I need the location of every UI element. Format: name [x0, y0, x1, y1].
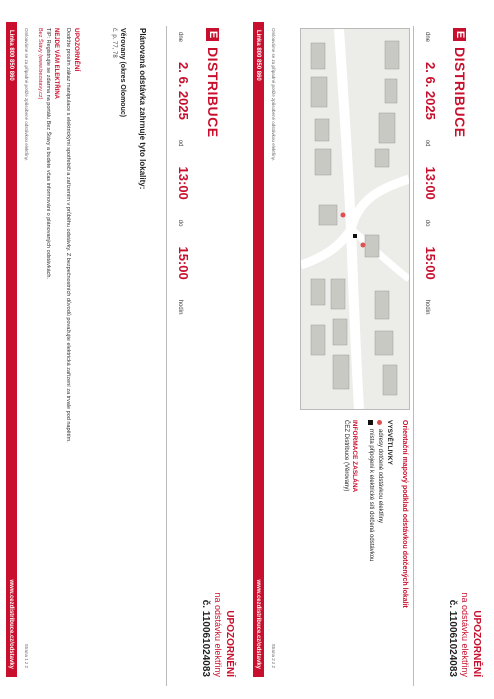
- red-dot-icon: [378, 420, 383, 425]
- page2-number: Strana 2 z 2: [271, 643, 276, 668]
- notice-subtitle: na odstávku elektřiny: [213, 592, 223, 677]
- black-square-icon: [369, 420, 374, 425]
- brand-name: DISTRIBUCE: [205, 47, 221, 138]
- affected-address-marker: [361, 243, 366, 248]
- map-heading: Orientační mapový podklad odstávkou dotčených lokalit: [401, 420, 408, 608]
- notice-number: č. 110061024083: [200, 599, 211, 677]
- warning-section: [35, 28, 81, 468]
- page1-footnote: [24, 28, 29, 668]
- outage-to: 15:00: [176, 246, 191, 280]
- outage-date-row: [166, 26, 191, 686]
- outage-to: 15:00: [423, 246, 438, 280]
- page1-number: Strana 1 z 2: [24, 643, 29, 668]
- outage-date: 2. 6. 2025: [176, 62, 191, 120]
- locality-detail: č. p. 77, 78: [111, 28, 117, 58]
- footer-bar: [6, 22, 17, 677]
- notice-header: [200, 592, 235, 677]
- info-text: ČEZ Distribuce (Věrovany): [343, 420, 349, 492]
- help-text: TIP: Registrujte se zdarma na portálu Bez Štávy a budete včas informováni o plánovaných odstávkách.: [44, 28, 51, 279]
- od-label: od: [177, 139, 183, 147]
- hodin-label: hodin: [424, 299, 430, 315]
- page2-footnote: [271, 28, 276, 668]
- outage-from: 13:00: [176, 166, 191, 200]
- help-link[interactable]: Bez Štávy (www.bezstavy.cz): [36, 28, 43, 100]
- warning-text: Dodržte prosím zákaz manipulace s elektrickými spotřebiči a zařízením v průběhu odstávky. Z bezpečnostních důvodů považujte elektrická zařízení za trvale pod napětím.: [64, 28, 71, 443]
- footer-phone: Linka 800 850 860: [8, 30, 15, 81]
- map-drawing: [301, 29, 409, 409]
- legend-row-red: [377, 420, 383, 680]
- do-label: do: [424, 219, 430, 227]
- page2-footnote-text: Omlouváme se za případné potíže způsobené odstávkou elektřiny.: [271, 28, 276, 161]
- map-info: [343, 420, 408, 680]
- brand-logo: [452, 28, 468, 138]
- legend-row-black: [368, 420, 374, 680]
- do-label: do: [177, 219, 183, 227]
- footer-web[interactable]: www.cezdistribuce.cz/odstavky: [8, 579, 15, 669]
- legend-red-text: adresy dotčené odstávkou elektřiny: [377, 429, 383, 524]
- footer-bar: [253, 22, 264, 677]
- outage-date-row: [413, 26, 438, 686]
- brand-mark-icon: E: [454, 28, 467, 41]
- notice-page-2: [247, 0, 494, 699]
- brand-logo: [205, 28, 221, 138]
- od-label: od: [424, 139, 430, 147]
- page1-footnote-text: Omlouváme se za případné potíže způsobené odstávkou elektřiny.: [24, 28, 29, 161]
- locality-name: Věrovany (okres Olomouc): [119, 28, 126, 118]
- brand-name: DISTRIBUCE: [452, 47, 468, 138]
- notice-number: č. 110061024083: [447, 599, 458, 677]
- connection-point-marker: [353, 234, 357, 238]
- notice-title: UPOZORNĚNÍ: [471, 610, 482, 677]
- dne-label: dne: [424, 32, 430, 43]
- help-title: NEJDE VÁM ELEKTŘINA: [52, 28, 59, 100]
- outage-map: [300, 28, 410, 410]
- legend-black-text: místa připojení k elektrické síti dotčená odstávkou: [368, 429, 374, 562]
- warning-title: UPOZORNĚNÍ: [73, 28, 80, 72]
- legend-title: VYSVĚTLIVKY: [386, 420, 393, 465]
- dne-label: dne: [177, 32, 183, 43]
- notice-header: [447, 592, 482, 677]
- notice-title: UPOZORNĚNÍ: [224, 610, 235, 677]
- footer-phone: Linka 800 850 860: [255, 30, 262, 81]
- info-title: INFORMACE ZASLÁNA: [351, 420, 358, 493]
- affected-address-marker: [341, 213, 346, 218]
- notice-subtitle: na odstávku elektřiny: [460, 592, 470, 677]
- footer-web[interactable]: www.cezdistribuce.cz/odstavky: [255, 579, 262, 669]
- localities-section: [111, 28, 147, 428]
- brand-mark-icon: E: [207, 28, 220, 41]
- outage-date: 2. 6. 2025: [423, 62, 438, 120]
- outage-from: 13:00: [423, 166, 438, 200]
- localities-heading: Plánovaná odstávka zahrnuje tyto lokality:: [138, 28, 147, 190]
- hodin-label: hodin: [177, 299, 183, 315]
